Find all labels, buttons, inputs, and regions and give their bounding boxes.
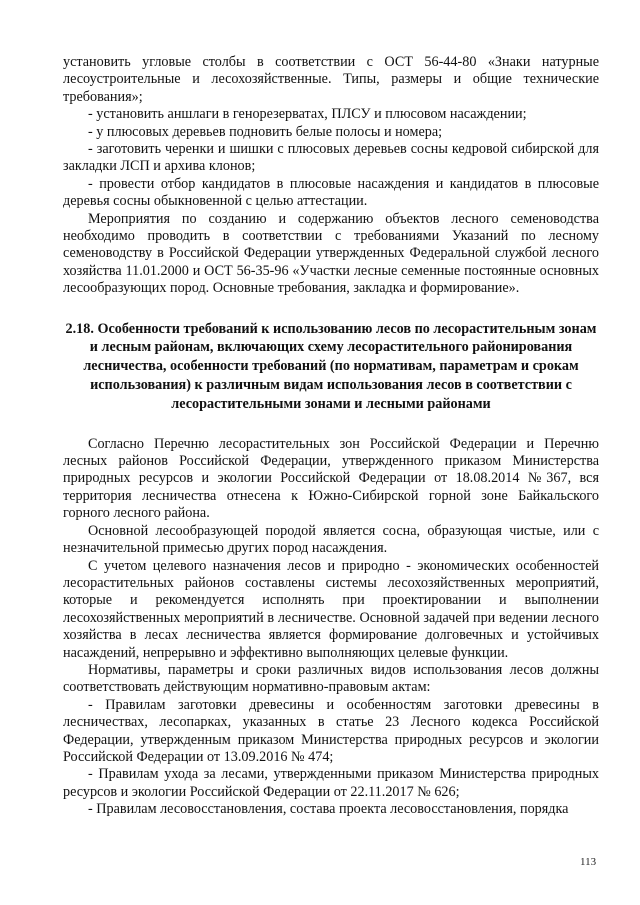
paragraph: установить угловые столбы в соответствии с ОСТ 56-44-80 «Знаки натурные лесоустроительные и лесохозяйственные. Типы, размеры и общие технические требования»; — [63, 54, 599, 105]
list-item: - у плюсовых деревьев подновить белые полосы и номера; — [88, 123, 443, 140]
list-item: - Правилам лесовосстановления, состава проекта лесовосстановления, порядка — [88, 801, 569, 818]
paragraph: С учетом целевого назначения лесов и природно - экономических особенностей лесорастительных районов составлены системы лесохозяйственных мероприятий, которые и рекомендуется исполнять при проектировании и выполнении лесохозяйственных мероприятий в лесничестве. Основной задачей при ведении лесного хозяйства в лесах лесничества является формирование долговечных и устойчивых насаждений, непрерывно и эффективно выполняющих целевые функции. — [63, 557, 599, 661]
paragraph: Основной лесообразующей породой является сосна, образующая чистые, или с незначительной примесью других пород насаждения. — [63, 522, 599, 557]
page-number: 113 — [580, 856, 597, 868]
section-heading: 2.18. Особенности требований к использованию лесов по лесорастительным зонам и лесным районам, включающих схему лесорастительного районирования лесничества, особенности требований (по нормативам, параметрам и срокам использования) к различным видам использования лесов в соответствии с лесорастительными зонами и лесными районами — [65, 320, 597, 412]
list-item: - установить аншлаги в генорезерватах, ПЛСУ и плюсовом насаждении; — [88, 106, 527, 123]
bottom-paragraphs — [63, 436, 599, 819]
paragraph: Мероприятия по созданию и содержанию объектов лесного семеноводства необходимо проводить в соответствии с требованиями Указаний по лесному семеноводству в Российской Федерации утвержденных Федеральной службой лесного хозяйства 11.01.2000 и ОСТ 56-35-96 «Участки лесные семенные постоянные основных лесообразующих пород. Основные требования, закладка и формирование». — [63, 210, 599, 297]
top-paragraphs — [63, 54, 599, 298]
list-item: - заготовить черенки и шишки с плюсовых деревьев сосны кедровой сибирской для закладки ЛСП и архива клонов; — [63, 141, 599, 175]
paragraph: Нормативы, параметры и сроки различных видов использования лесов должны соответствовать действующим нормативно-правовым актам: — [63, 661, 599, 696]
list-item: - провести отбор кандидатов в плюсовые насаждения и кандидатов в плюсовые деревья сосны обыкновенной с целью аттестации. — [63, 175, 599, 210]
list-item: - Правилам заготовки древесины и особенностям заготовки древесины в лесничествах, лесопарках, указанных в статье 23 Лесного кодекса Российской Федерации, утвержденным приказом Министерства природных ресурсов и экологии Российской Федерации от 13.09.2016 № 474; — [63, 696, 599, 765]
document-page — [63, 54, 599, 819]
paragraph: Согласно Перечню лесорастительных зон Российской Федерации и Перечню лесных районов Российской Федерации, утвержденного приказом Министерства природных ресурсов и экологии Российской Федерации от 18.08.2014 №367, вся территория лесничества отнесена к Южно-Сибирской горной зоне Байкальского горного лесного района. — [63, 435, 599, 522]
list-item: - Правилам ухода за лесами, утвержденными приказом Министерства природных ресурсов и экологии Российской Федерации от 22.11.2017 № 626; — [63, 766, 599, 800]
